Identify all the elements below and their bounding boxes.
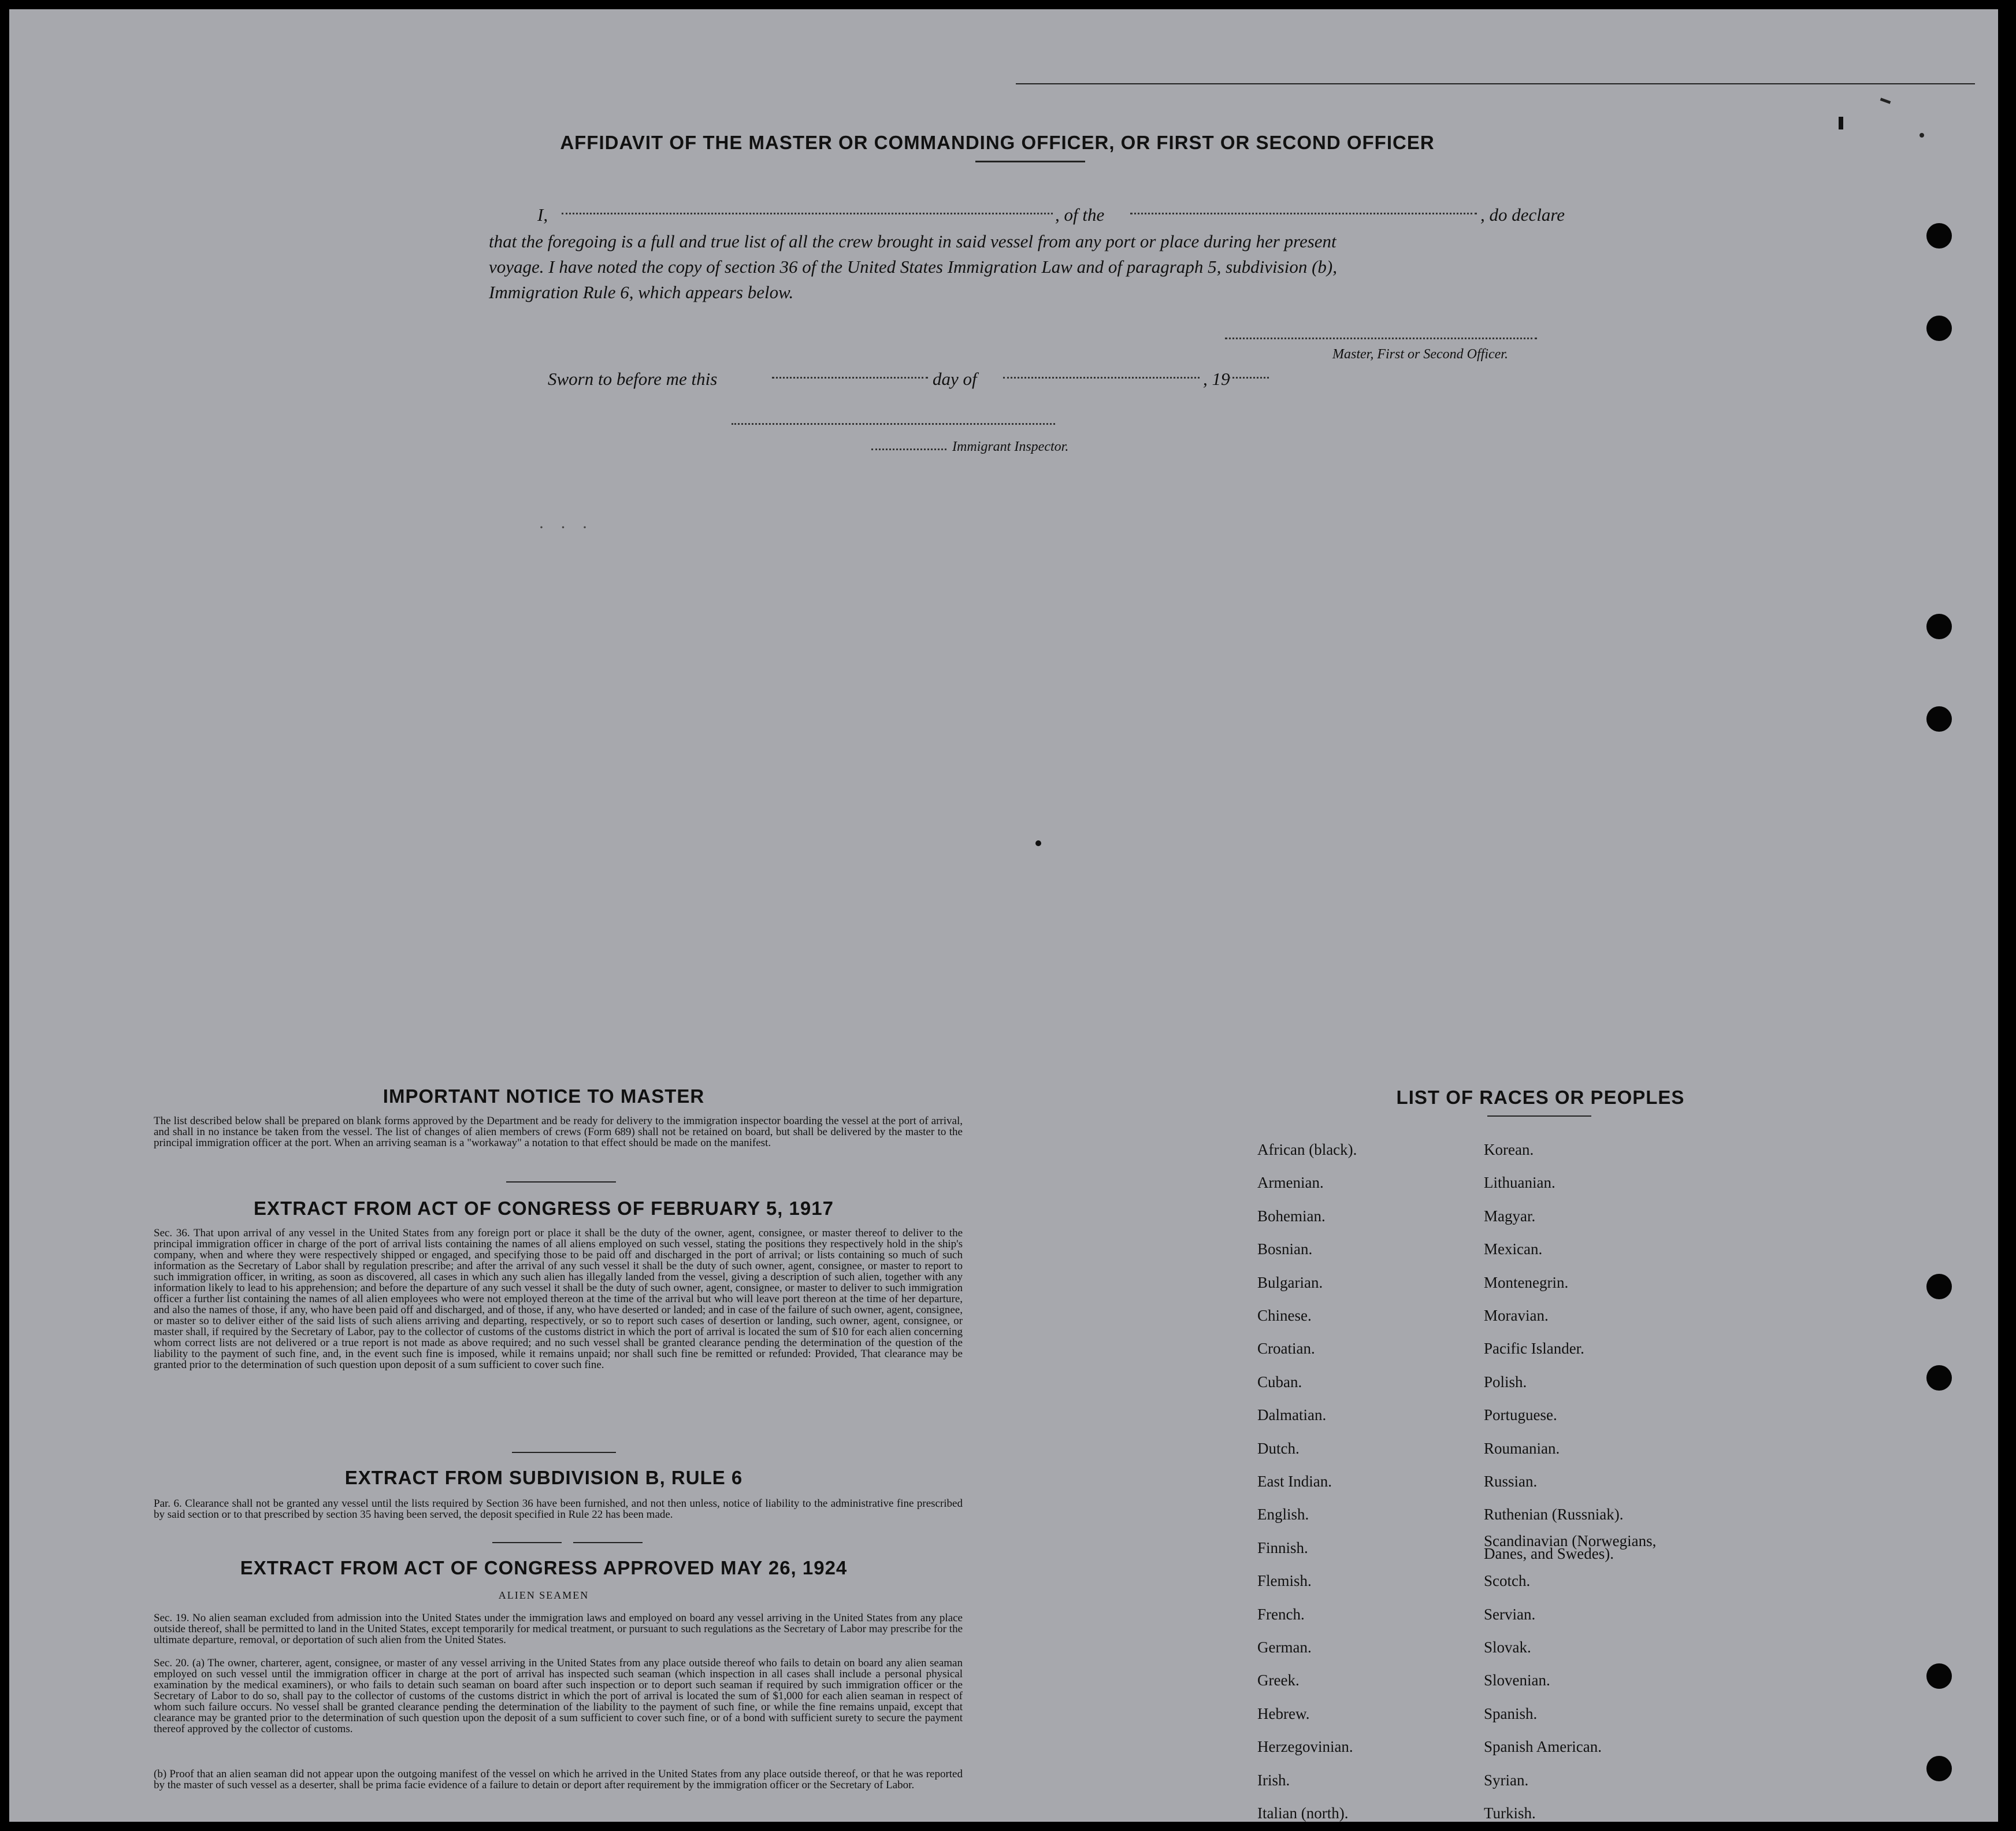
races-title: LIST OF RACES OR PEOPLES xyxy=(1396,1087,1685,1108)
race-item: Scotch. xyxy=(1484,1572,1531,1589)
month-blank xyxy=(1003,377,1200,379)
race-item: African (black). xyxy=(1257,1141,1357,1158)
inspector-signature-line xyxy=(732,423,1055,425)
notice-divider xyxy=(506,1181,616,1183)
race-item: Herzegovinian. xyxy=(1257,1738,1353,1755)
notice-text: The list described below shall be prepared on blank forms approved by the Department and be ready for delivery to the immigration inspector boarding the vessel at the port of arrival, and shall in no instance be taken from the vessel. The list of changes of alien members of crews (Form 689) shall not be retained on board, but shall be delivered by the master to the principal immigration officer at the port. When an arriving seaman is a "workaway" a notation to that effect should be made on the manifest. xyxy=(154,1115,963,1149)
inspector-caption: Immigrant Inspector. xyxy=(952,439,1069,454)
extract-1924-sec19: Sec. 19. No alien seaman excluded from admission into the United States under the immigration laws and employed on board any vessel arriving in the United States from any place outside thereof, shall be permitted to land in the United States, except temporarily for medical treatment, or pursuant to such regulations as the Secretary of Labor may prescribe for the ultimate departure, removal, or deportation of such alien from the United States. xyxy=(154,1612,963,1646)
extract-1924-title: EXTRACT FROM ACT OF CONGRESS APPROVED MAY 26, 1924 xyxy=(240,1557,848,1578)
affidavit-declare-line xyxy=(537,205,548,225)
punch-hole xyxy=(1926,316,1952,341)
punch-hole xyxy=(1926,706,1952,732)
race-item: German. xyxy=(1257,1639,1312,1656)
document-page xyxy=(9,9,1998,1822)
race-item: Ruthenian (Russniak). xyxy=(1484,1506,1624,1523)
race-item: Spanish. xyxy=(1484,1705,1538,1722)
extract-1917-text: Sec. 36. That upon arrival of any vessel in the United States from any foreign port or place it shall be the duty of the owner, agent, consignee, or master thereof to deliver to the principal immigration officer in charge of the port of arrival lists containing the names of all aliens employed on such vessel, stating the positions they respectively hold in the ship's company, when and where they were respectively shipped or engaged, and specifying those to be paid off and discharged in the port of arrival; or lists containing so much of such information as the Secretary of Labor shall by regulation prescribe; and after the arrival of any such vessel it shall be the duty of such owner, agent, consignee, or master to report to such immigration officer, in writing, as soon as discovered, all cases in which any such alien has illegally landed from the vessel, giving a description of such alien, together with any information likely to lead to his apprehension; and before the departure of any such vessel it shall be the duty of such owner, agent, consignee, or master to deliver to such immigration officer a further list containing the names of all alien employees who were not employed thereon at the time of the arrival but who will leave port thereon at the time of her departure, and also the names of those, if any, who have been paid off and discharged, and of those, if any, who have deserted or landed; and in case of the failure of such owner, agent, consignee, or master so to deliver either of the said lists of such aliens arriving and departing, respectively, or so to report such cases of desertion or landing, such owner, agent, consignee, or master shall, if required by the Secretary of Labor, pay to the collector of customs of the customs district in which the port of arrival is located the sum of $10 for each alien concerning whom correct lists are not delivered or a true report is not made as above required; and no such vessel shall be granted clearance pending the determination of the question of the liability to the payment of such fine, and, in the event such fine is imposed, while it remains unpaid; nor shall such fine be remitted or refunded: Provided, That clearance may be granted prior to the determination of such question upon deposit of a sum sufficient to cover such fine. xyxy=(154,1227,963,1371)
race-item: Bulgarian. xyxy=(1257,1274,1323,1291)
ink-mark xyxy=(1839,117,1843,129)
year-prefix: , 19 xyxy=(1203,369,1230,389)
race-item: Russian. xyxy=(1484,1473,1538,1490)
race-item: Bohemian. xyxy=(1257,1207,1326,1225)
notice-title: IMPORTANT NOTICE TO MASTER xyxy=(383,1085,705,1107)
year-blank xyxy=(1228,377,1269,379)
race-item: Hebrew. xyxy=(1257,1705,1310,1722)
race-item: Cuban. xyxy=(1257,1373,1302,1391)
race-item: Dalmatian. xyxy=(1257,1406,1327,1424)
name-blank xyxy=(562,213,1053,214)
race-item: Scandinavian (Norwegians, Danes, and Swedes). xyxy=(1484,1532,1657,1562)
race-item: Polish. xyxy=(1484,1373,1527,1391)
race-item: Magyar. xyxy=(1484,1207,1536,1225)
do-declare-label: , do declare xyxy=(1480,205,1565,225)
extract-rule6-title: EXTRACT FROM SUBDIVISION B, RULE 6 xyxy=(344,1467,743,1488)
extract-rule6-divider-a xyxy=(492,1542,562,1543)
punch-hole xyxy=(1926,223,1952,249)
extract-1917-divider xyxy=(512,1452,616,1453)
extract-rule6-divider-b xyxy=(573,1542,643,1543)
race-item: Dutch. xyxy=(1257,1440,1300,1457)
extract-1924-subtitle: ALIEN SEAMEN xyxy=(498,1589,589,1601)
extract-1917-title: EXTRACT FROM ACT OF CONGRESS OF FEBRUARY 5, 1917 xyxy=(254,1198,834,1219)
race-item: Armenian. xyxy=(1257,1174,1324,1191)
race-item: Roumanian. xyxy=(1484,1440,1560,1457)
race-item: Bosnian. xyxy=(1257,1240,1313,1258)
race-item: Finnish. xyxy=(1257,1539,1308,1556)
race-item: French. xyxy=(1257,1606,1305,1623)
race-item: Moravian. xyxy=(1484,1307,1549,1324)
race-item: Korean. xyxy=(1484,1141,1534,1158)
top-rule xyxy=(1016,83,1975,84)
races-title-underline xyxy=(1487,1115,1591,1117)
i-label: I, xyxy=(537,205,548,225)
vessel-blank xyxy=(1130,213,1477,214)
ink-dot xyxy=(1035,840,1041,846)
punch-hole xyxy=(1926,1274,1952,1299)
punch-hole xyxy=(1926,614,1952,639)
extract-1924-sec20a: Sec. 20. (a) The owner, charterer, agent, consignee, or master of any vessel arriving in the United States from any place outside thereof who fails to detain on board any alien seaman employed on such vessel until the immigration officer in charge at the port of arrival has inspected such seaman (which inspection in all cases shall include a personal physical examination by the medical examiners), or who fails to detain such seaman on board after such inspection or to deport such seaman if required by such immigration officer or the Secretary of Labor to do so, shall pay to the collector of customs of the customs district in which the port of arrival is located the sum of $1,000 for each alien seaman in respect of whom such failure occurs. No vessel shall be granted clearance pending the determination of the liability to the payment of such fine, or while the fine remains unpaid, except that clearance may be granted prior to the determination of such question upon the deposit of a sum sufficient to cover such fine, or of a bond with sufficient surety to secure the payment thereof approved by the collector of customs. xyxy=(154,1657,963,1735)
affidavit-title: AFFIDAVIT OF THE MASTER OR COMMANDING OFFICER, OR FIRST OR SECOND OFFICER xyxy=(560,132,1435,153)
race-item: Croatian. xyxy=(1257,1340,1315,1357)
day-of-label: day of xyxy=(933,369,977,389)
race-item: Syrian. xyxy=(1484,1771,1529,1789)
race-item: Greek. xyxy=(1257,1671,1300,1689)
race-item: Turkish. xyxy=(1484,1804,1536,1822)
extract-1924-sec20b: (b) Proof that an alien seaman did not appear upon the outgoing manifest of the vessel on which he arrived in the United States from any place outside thereof, or that he was reported by the master of such vessel as a deserter, shall be prima facie evidence of a failure to detain or deport after requirement by the immigration officer or the Secretary of Labor. xyxy=(154,1768,963,1791)
race-item: Pacific Islander. xyxy=(1484,1340,1584,1357)
race-item: English. xyxy=(1257,1506,1309,1523)
punch-hole xyxy=(1926,1365,1952,1391)
race-item: Lithuanian. xyxy=(1484,1174,1555,1191)
of-the-label: , of the xyxy=(1055,205,1105,225)
sworn-label: Sworn to before me this xyxy=(548,369,718,389)
race-item: Slovak. xyxy=(1484,1639,1531,1656)
ink-mark xyxy=(1880,98,1891,104)
extract-rule6-text: Par. 6. Clearance shall not be granted any vessel until the lists required by Section 36 have been furnished, and not then unless, notice of liability to the administrative fine prescribed by said section or to that prescribed by section 35 having been served, the deposit specified in Rule 22 has been made. xyxy=(154,1498,963,1521)
race-item: Montenegrin. xyxy=(1484,1274,1569,1291)
affidavit-text-1: that the foregoing is a full and true list of all the crew brought in said vessel from any port or place during her present xyxy=(489,231,1336,251)
race-item: Slovenian. xyxy=(1484,1671,1550,1689)
race-item: Servian. xyxy=(1484,1606,1536,1623)
race-item: East Indian. xyxy=(1257,1473,1332,1490)
race-item: Chinese. xyxy=(1257,1307,1312,1324)
inspector-short-line xyxy=(871,449,946,450)
race-item: Italian (north). xyxy=(1257,1804,1349,1822)
race-item: Irish. xyxy=(1257,1771,1290,1789)
affidavit-text-2: voyage. I have noted the copy of section 36 of the United States Immigration Law and of paragraph 5, subdivision (b), xyxy=(489,257,1337,277)
stray-dots: · · · xyxy=(539,518,593,537)
race-item: Mexican. xyxy=(1484,1240,1543,1258)
day-blank xyxy=(772,377,928,379)
affidavit-title-underline xyxy=(975,161,1085,162)
master-signature-line xyxy=(1225,338,1537,339)
race-item: Flemish. xyxy=(1257,1572,1312,1589)
punch-hole xyxy=(1926,1663,1952,1689)
punch-hole xyxy=(1926,1756,1952,1781)
race-item: Portuguese. xyxy=(1484,1406,1557,1424)
master-signature-caption: Master, First or Second Officer. xyxy=(1332,347,1508,362)
affidavit-text-3: Immigration Rule 6, which appears below. xyxy=(489,282,794,302)
race-item: Spanish American. xyxy=(1484,1738,1602,1755)
